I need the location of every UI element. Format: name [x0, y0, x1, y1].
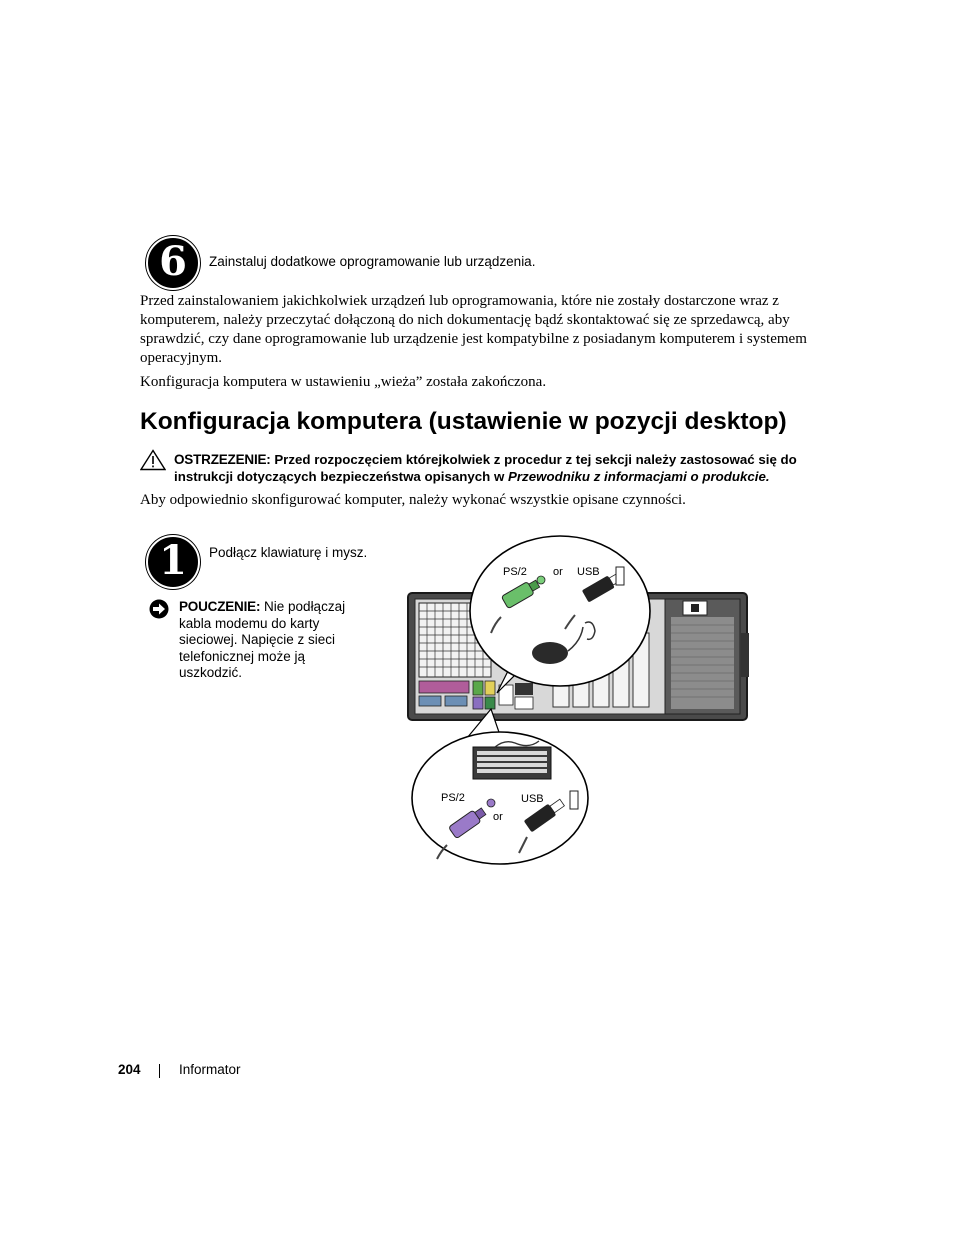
warning-text: Przed rozpoczęciem którejkolwiek z procedur z tej sekcji należy zastosować się do instrukcji dotyczących bezpieczeństwa opisanych w: [174, 452, 797, 484]
computer-back-panel-illustration: [405, 533, 750, 865]
step-6-text: Zainstaluj dodatkowe oprogramowanie lub urządzenia.: [209, 254, 536, 269]
mouse-or-label: or: [553, 566, 563, 578]
step-6-badge: [146, 236, 200, 290]
notice-arrow-icon: [149, 599, 169, 619]
footer-separator: [159, 1064, 160, 1078]
footer-title: Informator: [179, 1062, 241, 1077]
notice-text: Nie podłączaj kabla modemu do karty sieciowej. Napięcie z sieci telefonicznej może ją uszkodzić.: [179, 599, 346, 680]
mouse-usb-label: USB: [577, 566, 600, 578]
keyboard-ps2-label: PS/2: [441, 792, 465, 804]
step-1-number: 1: [159, 537, 187, 584]
keyboard-usb-label: USB: [521, 793, 544, 805]
warning-label: OSTRZEZENIE:: [174, 452, 271, 467]
notice-label: POUCZENIE:: [179, 599, 261, 614]
warning-reference: Przewodniku z informacjami o produkcie.: [508, 469, 770, 484]
step-1-text: Podłącz klawiaturę i mysz.: [209, 545, 368, 560]
intro-paragraph-1: Przed zainstalowaniem jakichkolwiek urządzeń lub oprogramowania, które nie zostały dostarczone wraz z komputerem, należy przeczytać dołączoną do nich dokumentację bądź skontaktować się ze sprzedawcą, aby sprawdzić, czy dane oprogramowanie lub urządzenie jest kompatybilne z posiadanym komputerem i systemem operacyjnym.: [140, 293, 807, 366]
warning-triangle-icon: [140, 449, 166, 471]
step-1-badge: [146, 535, 200, 589]
page-number: 204: [118, 1062, 141, 1077]
keyboard-connector-callout: [412, 709, 588, 864]
warning-block: [174, 451, 834, 485]
instruction-paragraph: Aby odpowiednio skonfigurować komputer, należy wykonać wszystkie opisane czynności.: [140, 492, 686, 508]
keyboard-or-label: or: [493, 811, 503, 823]
section-heading: Konfiguracja komputera (ustawienie w pozycji desktop): [140, 408, 787, 435]
step-6-number: 6: [159, 238, 187, 285]
mouse-ps2-label: PS/2: [503, 566, 527, 578]
notice-block: [179, 599, 364, 682]
intro-paragraph-2: Konfiguracja komputera w ustawieniu „wieża” została zakończona.: [140, 374, 547, 390]
